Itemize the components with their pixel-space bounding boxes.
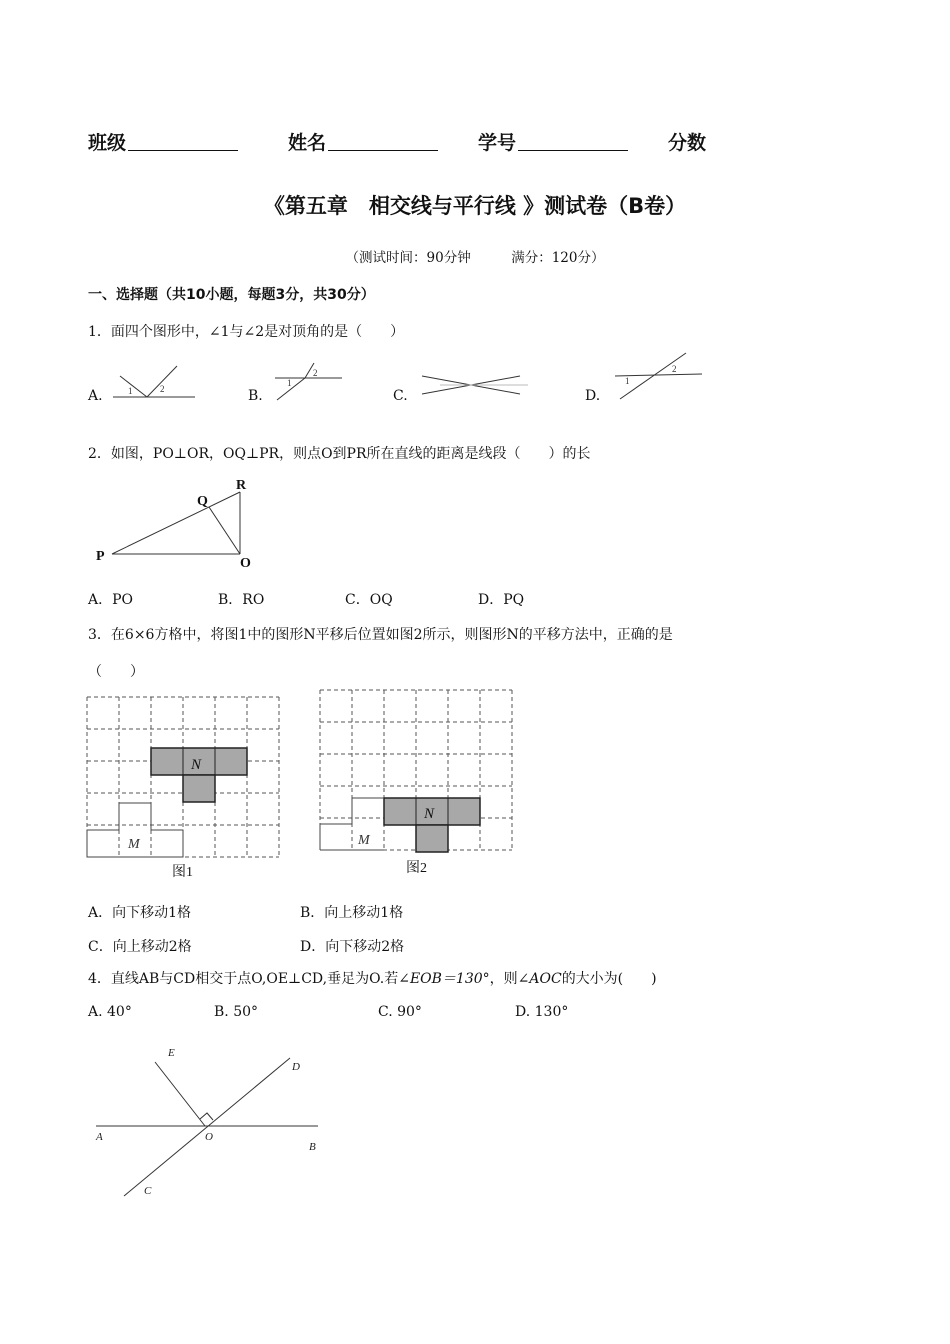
label-B: B	[309, 1141, 316, 1153]
label-O: O	[205, 1131, 213, 1143]
q2-option-a[interactable]: A．PO	[88, 592, 134, 608]
q3-stem: 3．在6×6方格中，将图1中的图形N平移后位置如图2所示，则图形N的平移方法中，正确的是	[88, 627, 673, 643]
q3-stem-tail: （ ）	[88, 664, 144, 680]
q3-option-c[interactable]: C．向上移动2格	[88, 939, 192, 955]
q1d-label-2: 2	[672, 364, 677, 374]
label-E: E	[168, 1047, 175, 1059]
q1b-label-1: 1	[287, 378, 292, 388]
q2-option-d[interactable]: D．PQ	[478, 592, 525, 608]
header-score: 分数	[668, 132, 707, 154]
header-id: 学号	[478, 128, 628, 155]
fig1-label-M: M	[128, 837, 140, 852]
q1-option-c[interactable]: C.	[393, 388, 408, 404]
q1-stem: 1．面四个图形中，∠1与∠2是对顶角的是（ ）	[88, 324, 405, 340]
q2-option-b[interactable]: B．RO	[218, 592, 265, 608]
q1-option-b[interactable]: B.	[248, 388, 263, 404]
q1a-label-2: 2	[160, 384, 165, 394]
label-R: R	[236, 478, 247, 493]
q3-option-a[interactable]: A．向下移动1格	[88, 905, 192, 921]
label-A: A	[96, 1131, 103, 1143]
fig1-caption: 图1	[172, 865, 193, 880]
q3-option-b[interactable]: B．向上移动1格	[300, 905, 404, 921]
header-name: 姓名	[288, 128, 438, 155]
label-P: P	[96, 549, 105, 564]
q3-option-d[interactable]: D．向下移动2格	[300, 939, 405, 955]
page-title: 《第五章 相交线与平行线 》测试卷（B卷）	[263, 194, 687, 218]
fig2-caption: 图2	[406, 861, 427, 876]
header-class: 班级	[88, 128, 238, 155]
q4-option-a[interactable]: A. 40°	[88, 1004, 132, 1020]
q4-option-b[interactable]: B. 50°	[214, 1004, 259, 1020]
label-C: C	[144, 1185, 152, 1197]
right-angle-mark	[200, 1113, 213, 1120]
q1-option-a[interactable]: A.	[88, 388, 103, 404]
fig2-label-N: N	[424, 806, 435, 822]
q4-option-d[interactable]: D. 130°	[515, 1004, 569, 1020]
q1a-label-1: 1	[128, 386, 133, 396]
label-Q: Q	[197, 494, 208, 509]
q2-stem: 2．如图，PO⊥OR，OQ⊥PR，则点O到PR所在直线的距离是线段（ ）的长	[88, 446, 591, 462]
q4-option-c[interactable]: C. 90°	[378, 1004, 422, 1020]
line-CD	[124, 1058, 290, 1196]
q1-option-d[interactable]: D.	[585, 388, 601, 404]
test-info: （测试时间：90分钟 满分：120分）	[345, 250, 605, 266]
ray-OE	[155, 1062, 205, 1126]
label-D: D	[292, 1061, 300, 1073]
q2-option-c[interactable]: C．OQ	[345, 592, 393, 608]
fig1-label-N: N	[191, 757, 202, 773]
fig2-label-M: M	[358, 833, 370, 848]
q4-stem: 4．直线AB与CD相交于点O,OE⊥CD,垂足为O.若∠EOB＝130°，则∠AOC的大小为( )	[88, 971, 657, 987]
label-O: O	[240, 556, 251, 571]
q1d-label-1: 1	[625, 376, 630, 386]
q1b-label-2: 2	[313, 368, 318, 378]
section-heading: 一、选择题（共10小题，每题3分，共30分）	[88, 287, 375, 303]
